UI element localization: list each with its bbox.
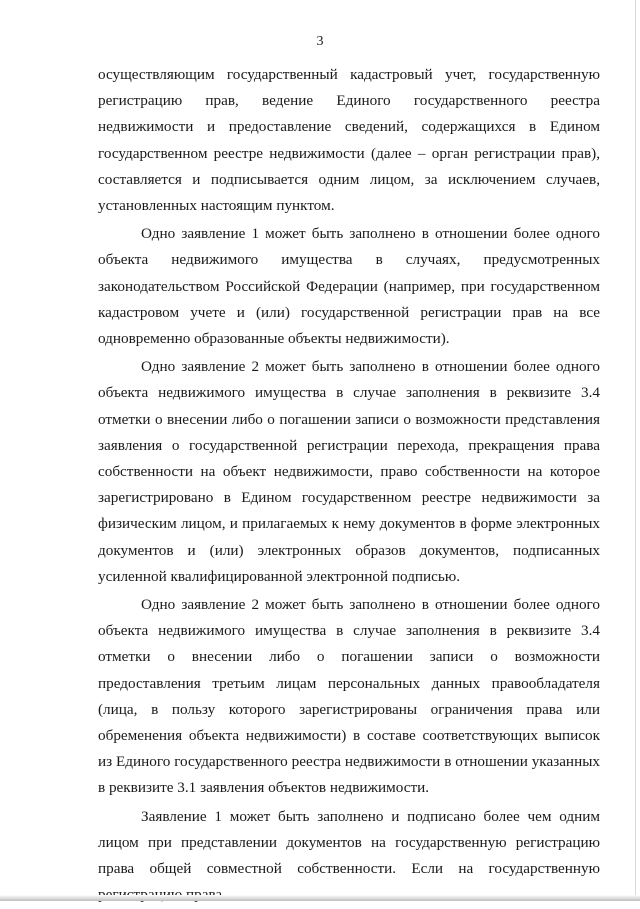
paragraph-joint-ownership: Заявление 1 может быть заполнено и подписано более чем одним лицом при представлении документов на государственную регистрацию права общей совместной собственности. Если на государственную bbox=[98, 807, 600, 878]
scan-edge-line bbox=[635, 0, 636, 901]
paragraph-continuation: осуществляющим государственный кадастровый учет, государственную регистрацию прав, ведение Единого государственного реестра недвижимости и предоставление сведений, содержащихся в Едином государственном реестре недвижимости (далее – орган регистрации прав), составляется и подписывается одним лицом, за исключением случаев, установленных настоящим пунктом. bbox=[98, 66, 600, 215]
page-number: 3 bbox=[316, 34, 324, 49]
paragraph-statement-1-multiple-objects: Одно заявление 1 может быть заполнено в отношении более одного объекта недвижимого имущества в случаях, предусмотренных законодательством Российской Федерации (например, при государственном кадастровом учете и (или) государственной регистрации прав на все одновременно образованные объекты недвижимости). bbox=[98, 225, 600, 348]
scan-bottom-shadow bbox=[0, 895, 640, 901]
paragraph-statement-2-personal-data: Одно заявление 2 может быть заполнено в отношении более одного объекта недвижимого имущества в случае заполнения в реквизите 3.4 отметки о внесении либо о погашении записи о возможности предоставления третьим лицам персональных данных правообладателя (лица, в пользу которого зарегистрированы ограничения права или обременения объекта недвижимости) в составе соответствующих выписок из Единого государственного реестра недвижимости в отношении указанных в реквизите 3.1 заявления объектов недвижимости. bbox=[98, 596, 600, 797]
paragraph-statement-2-ownership-transfer: Одно заявление 2 может быть заполнено в отношении более одного объекта недвижимого имущества в случае заполнения в реквизите 3.4 отметки о внесении либо о погашении записи о возможности представления заявления о государственной регистрации перехода, прекращения права собственности на объект недвижимости, право собственности на которое зарегистрировано в Едином государственном реестре недвижимости за физическим лицом, и прилагаемых к нему документов в форме электронных документов и (или) электронных образов документов, подписанных усиленной квалифицированной электронной подписью. bbox=[98, 358, 600, 585]
document-body bbox=[98, 62, 600, 909]
